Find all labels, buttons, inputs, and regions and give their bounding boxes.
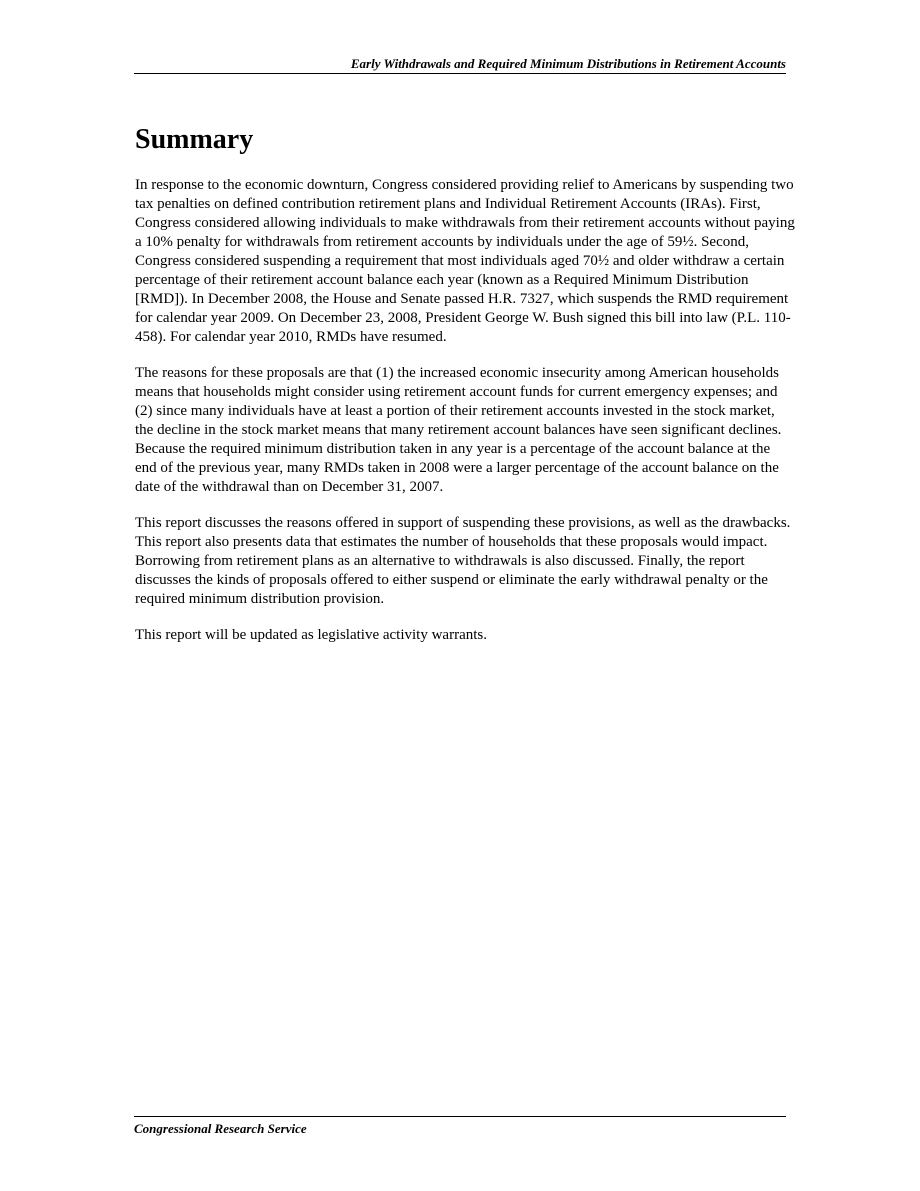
summary-paragraph-2: The reasons for these proposals are that (1) the increased economic insecurity among American households means that households might consider using retirement account funds for current emergency expenses; and (2) since many individuals have at least a portion of their retirement accounts invested in the stock market, the decline in the stock market means that many retirement account balances have seen significant declines. Because the required minimum distribution taken in any year is a percentage of the account balance at the end of the previous year, many RMDs taken in 2008 were a larger percentage of the account balance on the date of the withdrawal than on December 31, 2007.	[135, 365, 782, 495]
running-footer: Congressional Research Service	[134, 1116, 786, 1137]
summary-body	[135, 176, 795, 662]
running-header: Early Withdrawals and Required Minimum Distributions in Retirement Accounts	[134, 56, 786, 74]
summary-paragraph-3: This report discusses the reasons offered in support of suspending these provisions, as well as the drawbacks. This report also presents data that estimates the number of households that these proposals would impact. Borrowing from retirement plans as an alternative to withdrawals is also discussed. Finally, the report discusses the kinds of proposals offered to either suspend or eliminate the early withdrawal penalty or the required minimum distribution provision.	[135, 515, 791, 607]
summary-paragraph-1: In response to the economic downturn, Congress considered providing relief to Americans by suspending two tax penalties on defined contribution retirement plans and Individual Retirement Accounts (IRAs). First, Congress considered allowing individuals to make withdrawals from their retirement accounts without paying a 10% penalty for withdrawals from retirement accounts by individuals under the age of 59½. Second, Congress considered suspending a requirement that most individuals aged 70½ and older withdraw a certain percentage of their retirement account balance each year (known as a Required Minimum Distribution [RMD]). In December 2008, the House and Senate passed H.R. 7327, which suspends the RMD requirement for calendar year 2009. On December 23, 2008, President George W. Bush signed this bill into law (P.L. 110-458). For calendar year 2010, RMDs have resumed.	[135, 177, 795, 345]
summary-paragraph-4: This report will be updated as legislative activity warrants.	[135, 627, 487, 643]
page-title: Summary	[135, 124, 254, 155]
